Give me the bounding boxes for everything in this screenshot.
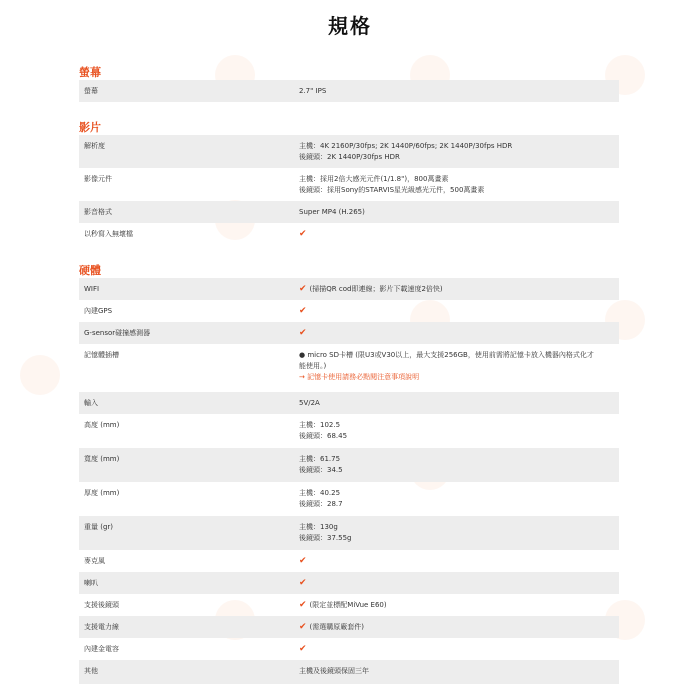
spec-value-line: 主機：102.5 (299, 421, 341, 429)
spec-label: 重量 (gr) (84, 523, 114, 531)
spec-label: 厚度 (mm) (84, 489, 120, 497)
spec-value (299, 622, 614, 633)
spec-row (79, 168, 619, 201)
spec-label: 高度 (mm) (84, 421, 120, 429)
check-icon: ✔ (299, 306, 307, 316)
spec-label: G-sensor碰撞感測器 (84, 329, 151, 337)
memory-card-note-link[interactable]: → 記憶卡使用請務必點閱注意事項說明 (299, 373, 420, 381)
spec-value: 主機及後鏡頭保固三年 (299, 667, 369, 675)
spec-value (299, 644, 614, 655)
spec-value-line: 主機：40.25 (299, 489, 341, 497)
spec-row (79, 300, 619, 322)
spec-value (299, 454, 614, 476)
spec-row (79, 201, 619, 223)
spec-label: WIFI (84, 285, 100, 293)
spec-label: 以秒寫入無壞檔 (84, 230, 133, 238)
spec-row (79, 594, 619, 616)
spec-value-text: (掃描QR cod即連線；影片下載速度2倍快) (309, 285, 443, 293)
spec-label: 記憶體插槽 (84, 351, 119, 359)
spec-value (299, 306, 614, 317)
spec-value-text: (需選購原廠套件) (309, 623, 365, 631)
spec-label: 輸入 (84, 399, 98, 407)
check-icon: ✔ (299, 284, 307, 294)
spec-label: 其他 (84, 667, 98, 675)
spec-row (79, 392, 619, 414)
section-title-video: 影片 (79, 121, 101, 134)
spec-row (79, 278, 619, 300)
check-icon: ✔ (299, 556, 307, 566)
spec-value-line: ● micro SD卡槽 (限U3或V30以上，最大支援256GB，使用前需將記憶卡放入機器內格式化才 (299, 351, 594, 359)
spec-row (79, 322, 619, 344)
spec-row (79, 414, 619, 448)
spec-label: 螢幕 (84, 87, 98, 95)
spec-value: 5V/2A (299, 399, 320, 407)
check-icon: ✔ (299, 644, 307, 654)
spec-value (299, 578, 614, 589)
spec-value (299, 174, 614, 196)
watermark-logo (20, 355, 60, 395)
spec-value (299, 284, 614, 295)
spec-label: 寬度 (mm) (84, 455, 120, 463)
spec-row (79, 638, 619, 660)
spec-value-line: 後鏡頭：2K 1440P/30fps HDR (299, 153, 400, 161)
spec-value-line: 主機：61.75 (299, 455, 341, 463)
spec-value (299, 328, 614, 339)
spec-value (299, 556, 614, 567)
check-icon: ✔ (299, 229, 307, 239)
spec-value-line: 主機：採用2倍大感光元件(1/1.8")，800萬畫素 (299, 175, 449, 183)
spec-value: 2.7" IPS (299, 87, 327, 95)
spec-label: 內建金電容 (84, 645, 119, 653)
spec-value (299, 141, 614, 163)
section-title-hardware: 硬體 (79, 264, 101, 277)
page-title: 規格 (328, 14, 372, 38)
spec-label: 麥克風 (84, 557, 105, 565)
check-icon: ✔ (299, 578, 307, 588)
spec-row (79, 482, 619, 516)
spec-label: 支援電力線 (84, 623, 119, 631)
spec-label: 喇叭 (84, 579, 98, 587)
section-title-screen: 螢幕 (79, 66, 101, 79)
spec-row (79, 660, 619, 684)
spec-row (79, 516, 619, 550)
spec-row (79, 135, 619, 168)
spec-value-line: 後鏡頭：34.5 (299, 466, 343, 474)
spec-value-line: 後鏡頭：採用Sony的STARVIS星光級感光元件，500萬畫素 (299, 186, 485, 194)
spec-value-line: 後鏡頭：68.45 (299, 432, 348, 440)
spec-row (79, 223, 619, 245)
spec-row (79, 550, 619, 572)
spec-row (79, 344, 619, 392)
spec-value-line: 後鏡頭：37.55g (299, 534, 352, 542)
spec-label: 影像元件 (84, 175, 112, 183)
spec-value-line: 後鏡頭：28.7 (299, 500, 343, 508)
check-icon: ✔ (299, 622, 307, 632)
check-icon: ✔ (299, 328, 307, 338)
spec-value (299, 229, 614, 240)
spec-label: 內建GPS (84, 307, 113, 315)
spec-value: Super MP4 (H.265) (299, 208, 365, 216)
spec-value-line: 主機：130g (299, 523, 338, 531)
spec-value-text: (限定並標配MiVue E60) (309, 601, 387, 609)
spec-row (79, 572, 619, 594)
spec-value (299, 522, 614, 544)
spec-row (79, 616, 619, 638)
spec-value (299, 420, 614, 442)
spec-label: 影音格式 (84, 208, 112, 216)
spec-value-line: 主機：4K 2160P/30fps; 2K 1440P/60fps; 2K 1440P/30fps HDR (299, 142, 513, 150)
spec-value (299, 600, 614, 611)
spec-value-line: 能使用。) (299, 362, 327, 370)
spec-value (299, 350, 614, 383)
check-icon: ✔ (299, 600, 307, 610)
spec-label: 支援後鏡頭 (84, 601, 119, 609)
spec-row (79, 448, 619, 482)
spec-row (79, 80, 619, 102)
spec-value (299, 488, 614, 510)
spec-label: 解析度 (84, 142, 105, 150)
